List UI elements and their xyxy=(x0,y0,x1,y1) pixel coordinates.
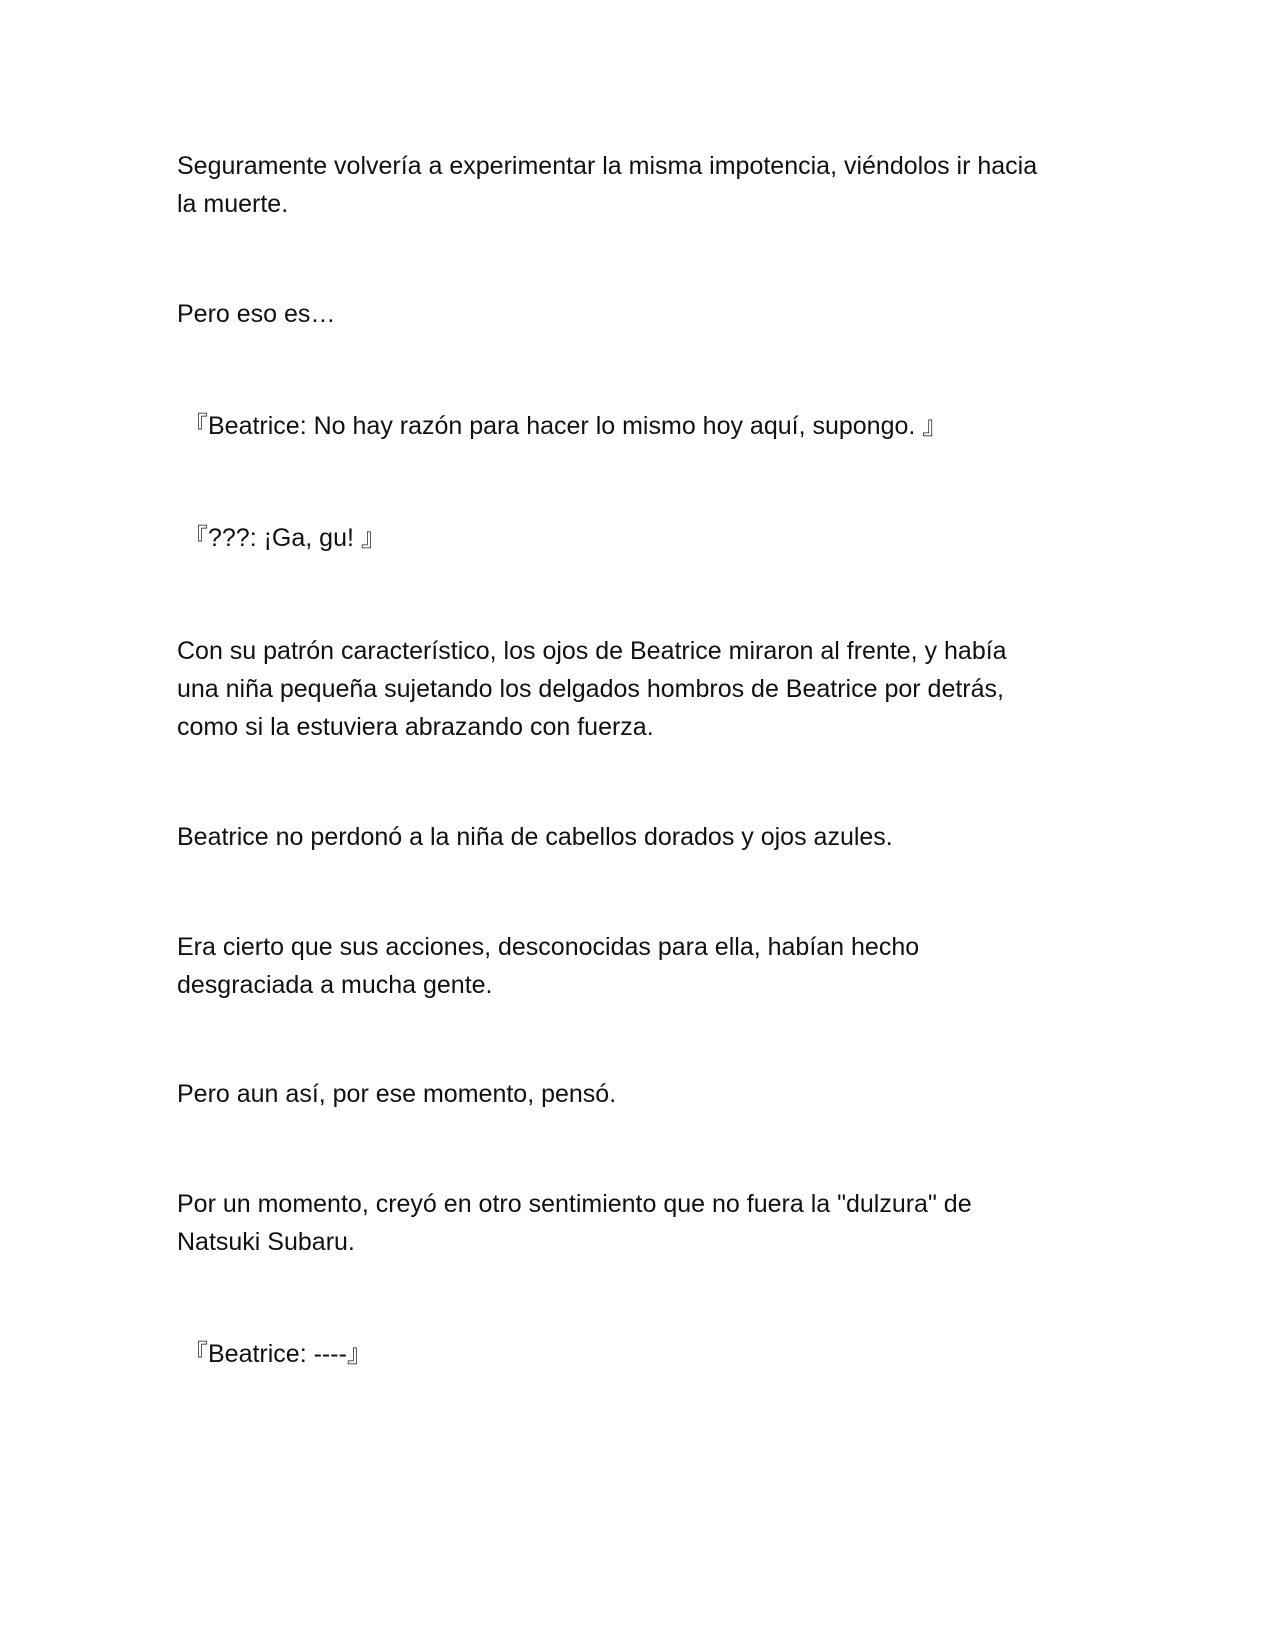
paragraph-impotence xyxy=(177,147,1107,223)
text-line: Era cierto que sus acciones, desconocidas para ella, habían hecho xyxy=(177,933,920,961)
paragraph-no-perdono xyxy=(177,818,1107,856)
text-line: 『Beatrice: No hay razón para hacer lo mismo hoy aquí, supongo. 』 xyxy=(183,412,948,440)
text-line: Pero eso es… xyxy=(177,300,336,328)
dialogue-beatrice-1 xyxy=(183,407,1113,445)
text-line: Beatrice no perdonó a la niña de cabellos dorados y ojos azules. xyxy=(177,823,893,851)
text-line: Seguramente volvería a experimentar la misma impotencia, viéndolos ir hacia xyxy=(177,152,1038,180)
text-line: Natsuki Subaru. xyxy=(177,1228,355,1256)
text-line: Por un momento, creyó en otro sentimiento que no fuera la "dulzura" de xyxy=(177,1190,972,1218)
text-line: como si la estuviera abrazando con fuerza. xyxy=(177,713,654,741)
text-line: 『Beatrice: ----』 xyxy=(183,1340,372,1368)
text-line: 『???: ¡Ga, gu! 』 xyxy=(183,524,386,552)
text-line: una niña pequeña sujetando los delgados hombros de Beatrice por detrás, xyxy=(177,675,1004,703)
dialogue-unknown xyxy=(183,519,1113,557)
paragraph-acciones xyxy=(177,928,1107,1004)
text-line: la muerte. xyxy=(177,190,289,218)
text-line: Con su patrón característico, los ojos de Beatrice miraron al frente, y había xyxy=(177,637,1007,665)
paragraph-pensó xyxy=(177,1075,1107,1113)
paragraph-dulzura xyxy=(177,1185,1107,1261)
text-line: desgraciada a mucha gente. xyxy=(177,971,493,999)
text-line: Pero aun así, por ese momento, pensó. xyxy=(177,1080,617,1108)
dialogue-beatrice-2 xyxy=(183,1335,1113,1373)
paragraph-pattern xyxy=(177,632,1107,746)
paragraph-pero-eso-es xyxy=(177,295,1107,333)
